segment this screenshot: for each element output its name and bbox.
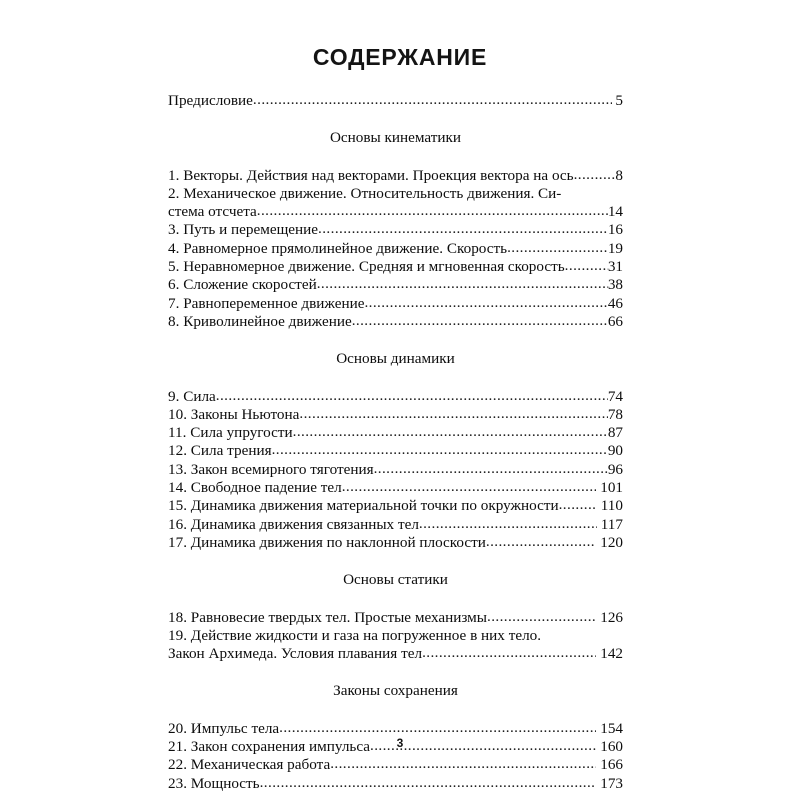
toc-entry-page-number: 38: [607, 276, 623, 294]
section-heading: Законы сохранения: [333, 682, 458, 700]
toc-leader-dots: [293, 423, 608, 441]
toc-entry[interactable]: [168, 424, 623, 442]
toc-entry[interactable]: [168, 756, 623, 774]
toc-entry[interactable]: [168, 534, 623, 552]
toc-leader-dots: [253, 91, 612, 109]
toc-entry[interactable]: [168, 92, 623, 110]
toc-entry-page-number: 90: [607, 442, 623, 460]
toc-entry[interactable]: [168, 406, 623, 424]
toc-entry[interactable]: [168, 313, 623, 331]
page-title: СОДЕРЖАНИЕ: [312, 44, 488, 70]
toc-leader-dots: [486, 533, 597, 551]
toc-entry-page-number: 120: [596, 533, 623, 551]
toc-entry[interactable]: [168, 221, 623, 239]
toc-leader-dots: [216, 387, 608, 405]
toc-entry-title: 15. Динамика движения материальной точки по окружности: [168, 497, 559, 515]
toc-entry-title: 1. Векторы. Действия над векторами. Проекция вектора на ось: [168, 166, 574, 184]
toc-entry-page-number: 154: [596, 719, 623, 737]
toc-entry[interactable]: [168, 479, 623, 497]
toc-entry-page-number: 101: [596, 479, 623, 497]
toc-leader-dots: [559, 496, 597, 514]
toc-entry-title: 22. Механическая работа: [168, 756, 331, 774]
toc-entry-title: 16. Динамика движения связанных тел: [168, 515, 419, 533]
toc-leader-dots: [374, 460, 608, 478]
toc-entry-page-number: 19: [607, 239, 623, 257]
toc-entry-page-number: 78: [607, 405, 623, 423]
toc-leader-dots: [487, 608, 596, 626]
toc-leader-dots: [330, 755, 596, 773]
toc-leader-dots: [272, 441, 608, 459]
toc-entry-title: 23. Мощность: [168, 774, 260, 792]
toc-entry-title: 11. Сила упругости: [168, 424, 293, 442]
toc-entry[interactable]: [168, 240, 623, 258]
toc-entry-title: стема отсчета: [168, 203, 257, 221]
toc-entry[interactable]: [168, 442, 623, 460]
toc-entry-page-number: 110: [596, 497, 623, 515]
toc-entry-page-number: 46: [607, 294, 623, 312]
toc-entry-page-number: 96: [607, 460, 623, 478]
toc-entry-title: 10. Законы Ньютона: [168, 405, 300, 423]
toc-entry-page-number: 66: [607, 312, 623, 330]
toc-entry-title: 12. Сила трения: [168, 442, 272, 460]
toc-entry[interactable]: [168, 258, 623, 276]
toc-entry-page-number: 166: [596, 756, 623, 774]
toc-entry[interactable]: [168, 203, 623, 221]
section-heading: Основы динамики: [336, 350, 455, 368]
toc-entry-title: 6. Сложение скоростей: [168, 276, 317, 294]
toc-entry-title: 3. Путь и перемещение: [168, 221, 319, 239]
toc-entry-page-number: 16: [607, 221, 623, 239]
toc-entry-wrapped-line[interactable]: 2. Механическое движение. Относительность движения. Си-: [168, 184, 562, 202]
toc-entry[interactable]: [168, 609, 623, 627]
toc-entry-title: 7. Равнопеременное движение: [168, 294, 365, 312]
toc-entry-title: 8. Криволинейное движение: [168, 312, 352, 330]
toc-entry-page-number: 117: [596, 515, 623, 533]
toc-entry-title: 18. Равновесие твердых тел. Простые механизмы: [168, 608, 487, 626]
toc-entry[interactable]: [168, 388, 623, 406]
page-folio: 3: [396, 736, 404, 750]
toc-entry-page-number: 74: [607, 387, 623, 405]
toc-entry-list: [168, 92, 623, 793]
toc-leader-dots: [422, 644, 596, 662]
toc-entry[interactable]: [168, 295, 623, 313]
section-heading: Основы кинематики: [329, 129, 462, 147]
toc-entry-page-number: 126: [596, 608, 623, 626]
toc-entry[interactable]: [168, 276, 623, 294]
toc-leader-dots: [565, 257, 608, 275]
toc-leader-dots: [364, 294, 607, 312]
toc-entry[interactable]: [168, 461, 623, 479]
toc-entry-page-number: 173: [596, 774, 623, 792]
toc-entry-title: 13. Закон всемирного тяготения: [168, 460, 374, 478]
toc-leader-dots: [507, 239, 608, 257]
toc-entry-title: 4. Равномерное прямолинейное движение. Скорость: [168, 239, 508, 257]
toc-leader-dots: [352, 312, 608, 330]
toc-entry-title: 20. Импульс тела: [168, 719, 280, 737]
toc-entry-title: 5. Неравномерное движение. Средняя и мгновенная скорость: [168, 258, 565, 276]
toc-leader-dots: [317, 275, 608, 293]
toc-entry-title: Предисловие: [168, 92, 253, 109]
toc-entry-page-number: 14: [607, 203, 623, 221]
section-heading: Основы статики: [343, 571, 448, 589]
toc-entry-title: 21. Закон сохранения импульса: [168, 738, 371, 756]
toc-entry[interactable]: [168, 497, 623, 515]
toc-leader-dots: [257, 202, 608, 220]
toc-entry-title: Закон Архимеда. Условия плавания тел: [168, 645, 423, 663]
toc-leader-dots: [299, 405, 607, 423]
toc-entry-page-number: 160: [596, 738, 623, 756]
toc-entry-title: 9. Сила: [168, 387, 216, 405]
toc-leader-dots: [419, 515, 597, 533]
toc-entry-page-number: 142: [596, 645, 623, 663]
toc-entry-title: 17. Динамика движения по наклонной плоскости: [168, 533, 486, 551]
toc-leader-dots: [279, 719, 596, 737]
toc-entry-title: 14. Свободное падение тел: [168, 479, 342, 497]
toc-leader-dots: [574, 166, 616, 184]
toc-leader-dots: [342, 478, 597, 496]
toc-leader-dots: [318, 220, 608, 238]
toc-entry-wrapped-line[interactable]: 19. Действие жидкости и газа на погруженное в них тело.: [168, 626, 542, 644]
toc-entry[interactable]: [168, 516, 623, 534]
toc-entry-page-number: 87: [607, 424, 623, 442]
toc-entry[interactable]: [168, 167, 623, 185]
toc-entry-page-number: 5: [611, 92, 623, 109]
toc-entry[interactable]: [168, 775, 623, 793]
toc-leader-dots: [260, 774, 597, 792]
toc-entry-page-number: 31: [607, 258, 623, 276]
toc-entry[interactable]: [168, 645, 623, 663]
toc-entry-page-number: 8: [615, 166, 623, 184]
